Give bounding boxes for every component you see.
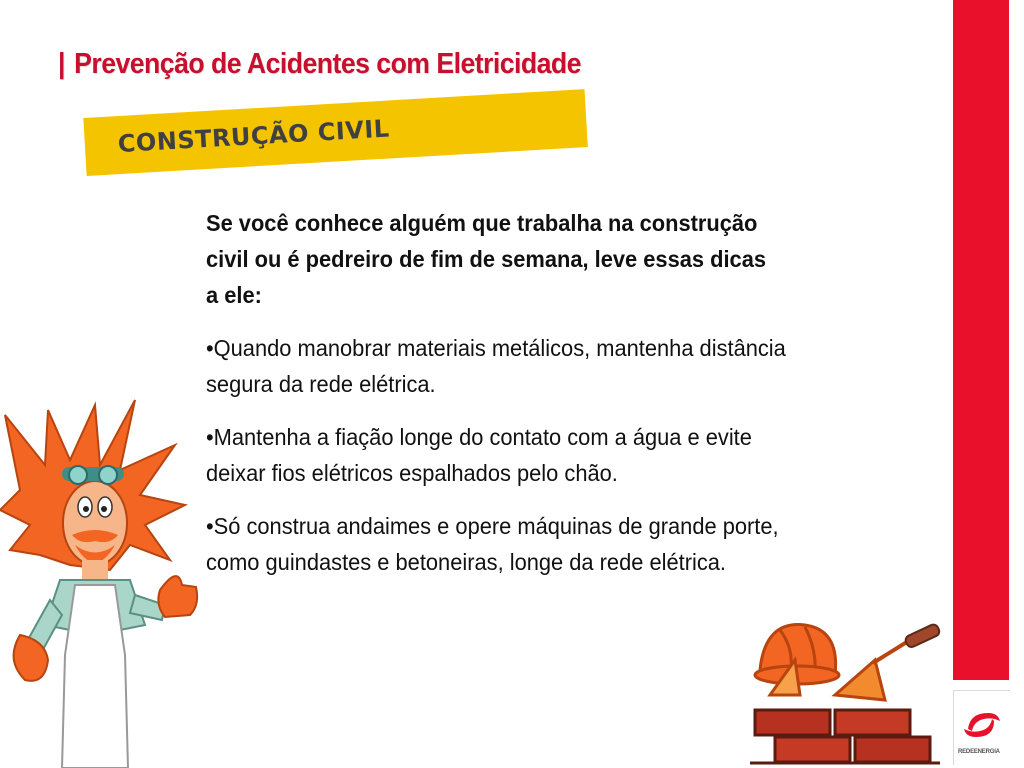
title-text: Prevenção de Acidentes com Eletricidade bbox=[74, 48, 581, 80]
brand-logo bbox=[953, 690, 1010, 765]
construction-tools-illustration bbox=[745, 615, 950, 768]
intro-paragraph: Se você conhece alguém que trabalha na construção civil ou é pedreiro de fim de semana, leve essas dicas a ele: bbox=[206, 210, 767, 308]
side-accent-band bbox=[953, 0, 1009, 680]
rede-energia-logo-icon bbox=[954, 691, 1010, 751]
section-banner bbox=[83, 89, 588, 176]
bullet-item: •Só construa andaimes e opere máquinas de grande porte, como guindastes e betoneiras, longe da rede elétrica. bbox=[206, 513, 779, 575]
slide-title bbox=[58, 48, 581, 81]
banner-label: CONSTRUÇÃO CIVIL bbox=[117, 114, 391, 159]
logo-text: REDEENERGIA bbox=[958, 749, 1000, 755]
mascot-illustration bbox=[0, 395, 200, 768]
content-body bbox=[206, 205, 811, 597]
title-separator: | bbox=[58, 48, 65, 80]
bullet-item: •Mantenha a fiação longe do contato com a água e evite deixar fios elétricos espalhados pelo chão. bbox=[206, 424, 752, 486]
bullet-item: •Quando manobrar materiais metálicos, mantenha distância segura da rede elétrica. bbox=[206, 335, 786, 397]
